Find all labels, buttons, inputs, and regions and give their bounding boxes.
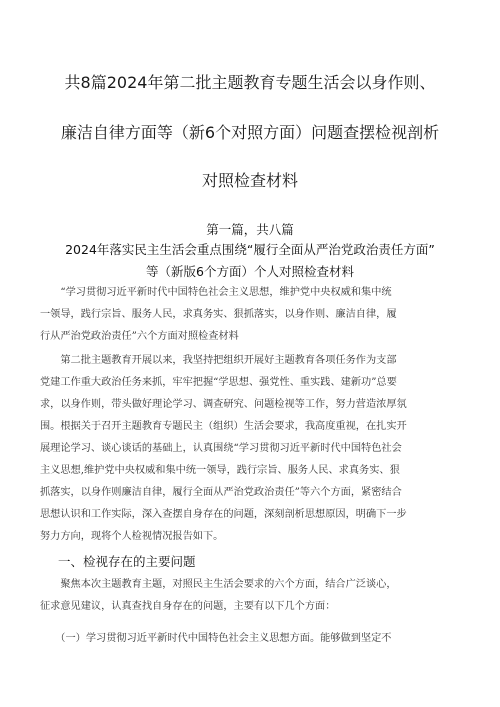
subtitle-line-2: 等（新版6个方面）个人对照检查材料	[146, 264, 354, 279]
paragraph-line: （一）学习贯彻习近平新时代中国特色社会主义思想方面。能够做到坚定不	[40, 633, 392, 644]
document-title-line-3: 对照检查材料	[201, 171, 298, 190]
paragraph-line: 围。根据关于召开主题教育专题民主（组织）生活会要求，我高度重视，在扎实开	[40, 421, 407, 432]
subtitle-part-number: 第一篇，共八篇	[206, 222, 294, 237]
section-heading: 一、检视存在的主要问题	[58, 554, 196, 569]
paragraph-background	[40, 350, 460, 548]
paragraph-line: 一领导，践行宗旨、服务人民，求真务实、狠抓落实，以身作则、廉洁自律，履	[40, 309, 397, 320]
paragraph-item-1	[40, 628, 460, 650]
paragraph-line: 聚焦本次主题教育主题，对照民主生活会要求的六个方面，结合广泛谈心，	[40, 579, 397, 590]
paragraph-line: 展理论学习、谈心谈话的基础上，认真围绕“学习贯彻习近平新时代中国特色社会	[40, 443, 402, 454]
paragraph-section-intro	[40, 574, 460, 618]
paragraph-line: 思想认识和工作实际，深入查摆自身存在的问题，深刻剖析思想原因，明确下一步	[40, 509, 407, 520]
paragraph-line: 党建工作重大政治任务来抓，牢牢把握“学思想、强党性、重实践、建新功”总要	[40, 377, 397, 388]
paragraph-line: 第二批主题教育开展以来，我坚持把组织开展好主题教育各项任务作为支部	[40, 355, 397, 366]
paragraph-line: 努力方向，现将个人检视情况报告如下。	[40, 531, 224, 542]
paragraph-line: 求，以身作则，带头做好理论学习、调查研究、问题检视等工作，努力营造浓厚氛	[40, 399, 407, 410]
paragraph-intro	[40, 282, 460, 348]
document-title-line-2: 廉洁自律方面等（新6个对照方面）问题查摆检视剖析	[60, 123, 440, 142]
subtitle-line-1: 2024年落实民主生活会重点围绕“履行全面从严治党政治责任方面”	[65, 242, 435, 257]
paragraph-line: “学习贯彻习近平新时代中国特色社会主义思想，维护党中央权威和集中统	[40, 287, 392, 298]
paragraph-line: 行从严治党政治责任”六个方面对照检查材料	[40, 331, 239, 342]
document-title-line-1: 共8篇2024年第二批主题教育专题生活会以身作则、	[64, 73, 436, 92]
paragraph-line: 抓落实，以身作则廉洁自律，履行全面从严治党政治责任”等六个方面，紧密结合	[40, 487, 402, 498]
paragraph-line: 征求意见建议，认真查找自身存在的问题，主要有以下几个方面：	[40, 601, 336, 612]
paragraph-line: 主义思想,维护党中央权威和集中统一领导，践行宗旨、服务人民、求真务实、狠	[40, 465, 400, 476]
